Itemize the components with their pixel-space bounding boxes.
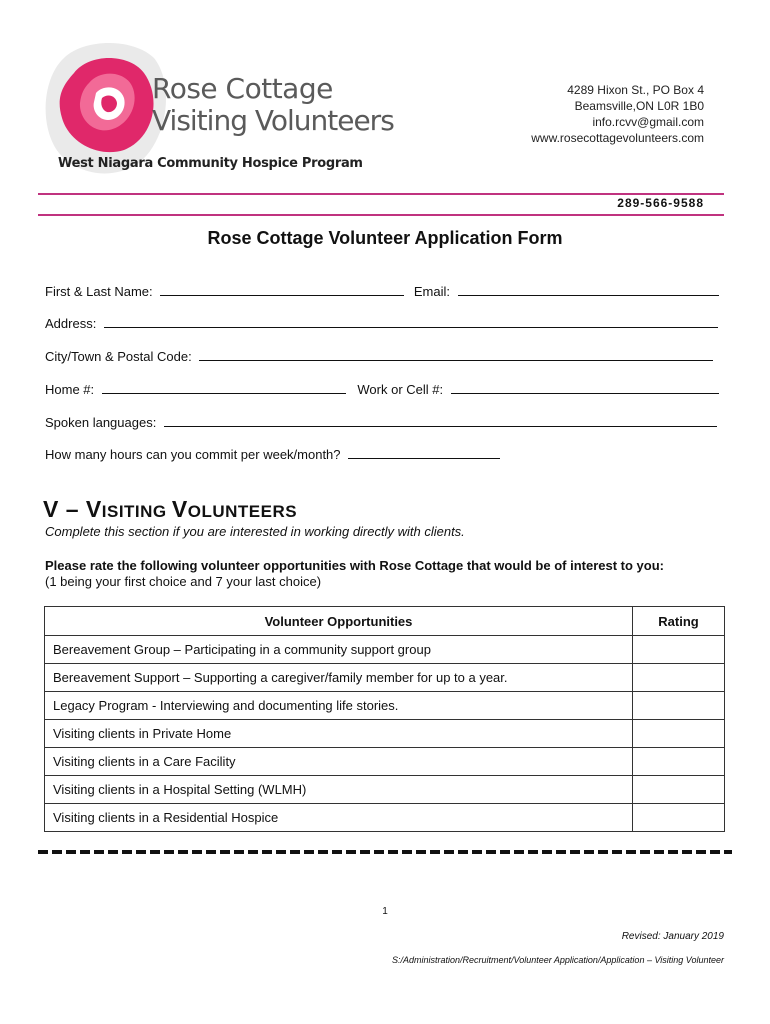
city-row bbox=[45, 349, 713, 364]
opportunity-label: Visiting clients in a Hospital Setting (WLMH) bbox=[45, 776, 633, 804]
table-row bbox=[45, 692, 725, 720]
cell-label: Work or Cell #: bbox=[357, 382, 444, 397]
contact-block bbox=[531, 82, 704, 146]
name-email-row bbox=[45, 284, 719, 299]
opportunity-label: Visiting clients in a Residential Hospice bbox=[45, 804, 633, 832]
rating-sub-instruction: (1 being your first choice and 7 your last choice) bbox=[45, 574, 322, 589]
table-row bbox=[45, 776, 725, 804]
opportunity-label: Visiting clients in Private Home bbox=[45, 720, 633, 748]
rating-cell[interactable] bbox=[633, 692, 725, 720]
header-divider-top bbox=[38, 193, 724, 195]
opportunity-label: Bereavement Group – Participating in a community support group bbox=[45, 636, 633, 664]
opportunity-label: Bereavement Support – Supporting a caregiver/family member for up to a year. bbox=[45, 664, 633, 692]
rating-cell[interactable] bbox=[633, 804, 725, 832]
table-row bbox=[45, 664, 725, 692]
email-link[interactable]: info.rcvv@gmail.com bbox=[592, 115, 704, 129]
email-field[interactable] bbox=[458, 285, 719, 296]
phone-number: 289-566-9588 bbox=[617, 196, 704, 210]
address-field[interactable] bbox=[104, 317, 718, 328]
table-header-row bbox=[45, 607, 725, 636]
languages-label: Spoken languages: bbox=[45, 415, 157, 430]
hours-row bbox=[45, 447, 500, 462]
section-note: Complete this section if you are interested in working directly with clients. bbox=[45, 524, 465, 539]
address-label: Address: bbox=[45, 316, 97, 331]
logo bbox=[44, 38, 394, 188]
address-line2: Beamsville,ON L0R 1B0 bbox=[574, 99, 704, 113]
section-word2-rest: OLUNTEERS bbox=[187, 502, 298, 521]
rating-cell[interactable] bbox=[633, 636, 725, 664]
cut-line-divider bbox=[38, 850, 732, 854]
rating-cell[interactable] bbox=[633, 720, 725, 748]
opportunity-label: Legacy Program - Interviewing and documenting life stories. bbox=[45, 692, 633, 720]
phone-row bbox=[45, 382, 719, 397]
header-divider-bottom bbox=[38, 214, 724, 216]
rating-cell[interactable] bbox=[633, 748, 725, 776]
section-word1-rest: ISITING bbox=[101, 502, 172, 521]
section-letter: V – V bbox=[43, 496, 102, 522]
page-number: 1 bbox=[382, 906, 388, 917]
section-word2-first: V bbox=[171, 496, 188, 522]
email-label: Email: bbox=[413, 284, 451, 299]
languages-field[interactable] bbox=[164, 416, 717, 427]
revised-date: Revised: January 2019 bbox=[621, 931, 724, 942]
hours-field[interactable] bbox=[348, 448, 500, 459]
header-opportunities: Volunteer Opportunities bbox=[45, 607, 633, 636]
languages-row bbox=[45, 415, 717, 430]
org-tagline: West Niagara Community Hospice Program bbox=[58, 156, 363, 171]
file-path: S:/Administration/Recruitment/Volunteer Application/Application – Visiting Volunteer bbox=[391, 955, 724, 965]
rating-cell[interactable] bbox=[633, 776, 725, 804]
org-name-line1: Rose Cottage bbox=[152, 72, 333, 105]
opportunity-label: Visiting clients in a Care Facility bbox=[45, 748, 633, 776]
name-label: First & Last Name: bbox=[45, 284, 153, 299]
city-postal-field[interactable] bbox=[199, 350, 713, 361]
section-heading bbox=[43, 496, 297, 523]
hours-label: How many hours can you commit per week/month? bbox=[45, 447, 341, 462]
table-row bbox=[45, 804, 725, 832]
table-row bbox=[45, 636, 725, 664]
form-title: Rose Cottage Volunteer Application Form bbox=[207, 228, 563, 248]
cell-phone-field[interactable] bbox=[451, 383, 719, 394]
org-name-line2: Visiting Volunteers bbox=[152, 104, 394, 137]
home-phone-field[interactable] bbox=[102, 383, 346, 394]
address-line1: 4289 Hixon St., PO Box 4 bbox=[567, 83, 704, 97]
home-label: Home #: bbox=[45, 382, 95, 397]
rating-instruction: Please rate the following volunteer opportunities with Rose Cottage that would be of interest to you: bbox=[45, 558, 664, 573]
opportunities-table bbox=[44, 606, 725, 832]
table-row bbox=[45, 748, 725, 776]
website-link[interactable]: www.rosecottagevolunteers.com bbox=[531, 131, 704, 145]
table-row bbox=[45, 720, 725, 748]
name-field[interactable] bbox=[160, 285, 404, 296]
rating-cell[interactable] bbox=[633, 664, 725, 692]
address-row bbox=[45, 316, 718, 331]
city-label: City/Town & Postal Code: bbox=[45, 349, 192, 364]
header-rating: Rating bbox=[633, 607, 725, 636]
